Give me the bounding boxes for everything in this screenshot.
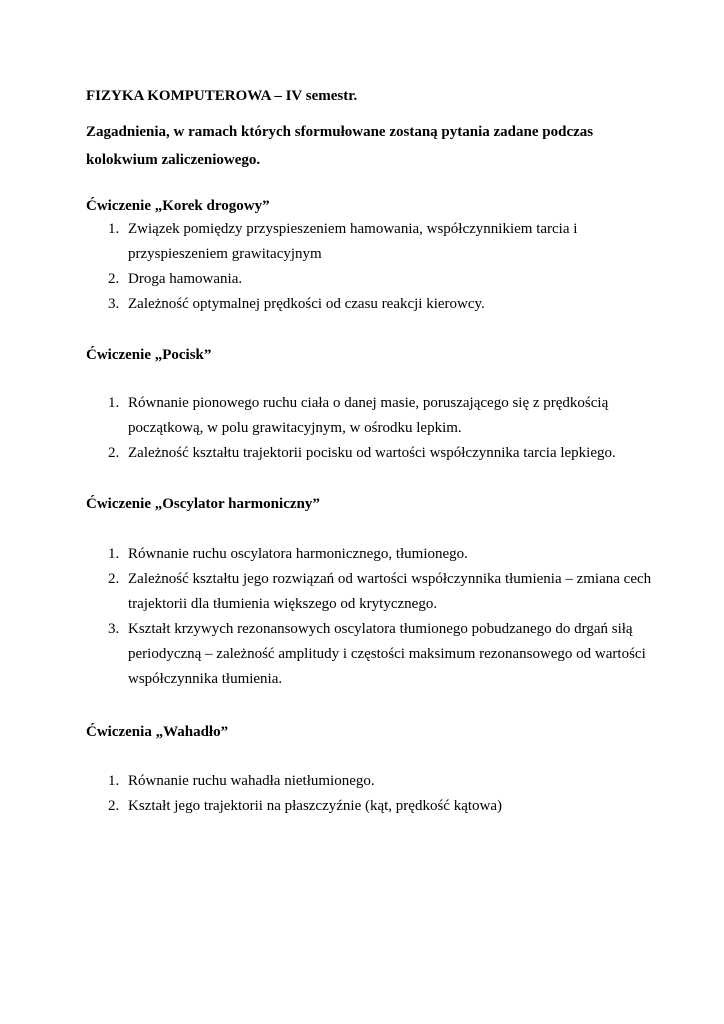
list-item bbox=[86, 267, 656, 292]
item-text: Równanie ruchu wahadła nietłumionego. bbox=[128, 773, 375, 789]
list-item bbox=[86, 441, 656, 466]
item-text: Równanie ruchu oscylatora harmonicznego, tłumionego. bbox=[128, 546, 468, 562]
item-number: 2. bbox=[108, 271, 120, 287]
list-item bbox=[86, 769, 656, 794]
item-text: Kształt krzywych rezonansowych oscylatora tłumionego pobudzanego do drgań siłą periodyczną – zależność amplitudy i częstości maksimum rezonansowego od wartości współczynnika tłumienia. bbox=[128, 621, 646, 687]
item-text: Związek pomiędzy przyspieszeniem hamowania, współczynnikiem tarcia i przyspieszeniem grawitacyjnym bbox=[128, 221, 578, 262]
list-item bbox=[86, 217, 656, 267]
list-item bbox=[86, 794, 656, 819]
item-number: 3. bbox=[108, 296, 120, 312]
document-subtitle: Zagadnienia, w ramach których sformułowane zostaną pytania zadane podczas kolokwium zaliczeniowego. bbox=[86, 124, 594, 168]
item-text: Zależność kształtu trajektorii pocisku od wartości współczynnika tarcia lepkiego. bbox=[128, 445, 616, 461]
item-text: Równanie pionowego ruchu ciała o danej masie, poruszającego się z prędkością początkową, w polu grawitacyjnym, w ośrodku lepkim. bbox=[128, 395, 609, 436]
section-heading-oscylator: Ćwiczenie „Oscylator harmoniczny” bbox=[86, 496, 320, 512]
section-list-wahadlo bbox=[86, 769, 656, 819]
list-item bbox=[86, 542, 656, 567]
item-number: 1. bbox=[108, 546, 120, 562]
section-heading-pocisk: Ćwiczenie „Pocisk” bbox=[86, 347, 212, 363]
item-text: Droga hamowania. bbox=[128, 271, 243, 287]
item-text: Zależność optymalnej prędkości od czasu reakcji kierowcy. bbox=[128, 296, 485, 312]
item-number: 1. bbox=[108, 221, 120, 237]
section-list-korek bbox=[86, 217, 656, 317]
section-list-pocisk bbox=[86, 391, 656, 466]
section-heading-wahadlo: Ćwiczenia „Wahadło” bbox=[86, 724, 229, 740]
item-number: 2. bbox=[108, 571, 120, 587]
item-number: 3. bbox=[108, 621, 120, 637]
item-number: 2. bbox=[108, 445, 120, 461]
list-item bbox=[86, 391, 656, 441]
item-number: 2. bbox=[108, 798, 120, 814]
list-item bbox=[86, 292, 656, 317]
section-heading-korek: Ćwiczenie „Korek drogowy” bbox=[86, 198, 270, 214]
item-number: 1. bbox=[108, 773, 120, 789]
item-text: Zależność kształtu jego rozwiązań od wartości współczynnika tłumienia – zmiana cech trajektorii dla tłumienia większego od krytycznego. bbox=[128, 571, 652, 612]
section-list-oscylator bbox=[86, 542, 656, 692]
list-item bbox=[86, 617, 656, 692]
item-text: Kształt jego trajektorii na płaszczyźnie (kąt, prędkość kątowa) bbox=[128, 798, 503, 814]
item-number: 1. bbox=[108, 395, 120, 411]
document-title: FIZYKA KOMPUTEROWA – IV semestr. bbox=[86, 88, 358, 104]
list-item bbox=[86, 567, 656, 617]
